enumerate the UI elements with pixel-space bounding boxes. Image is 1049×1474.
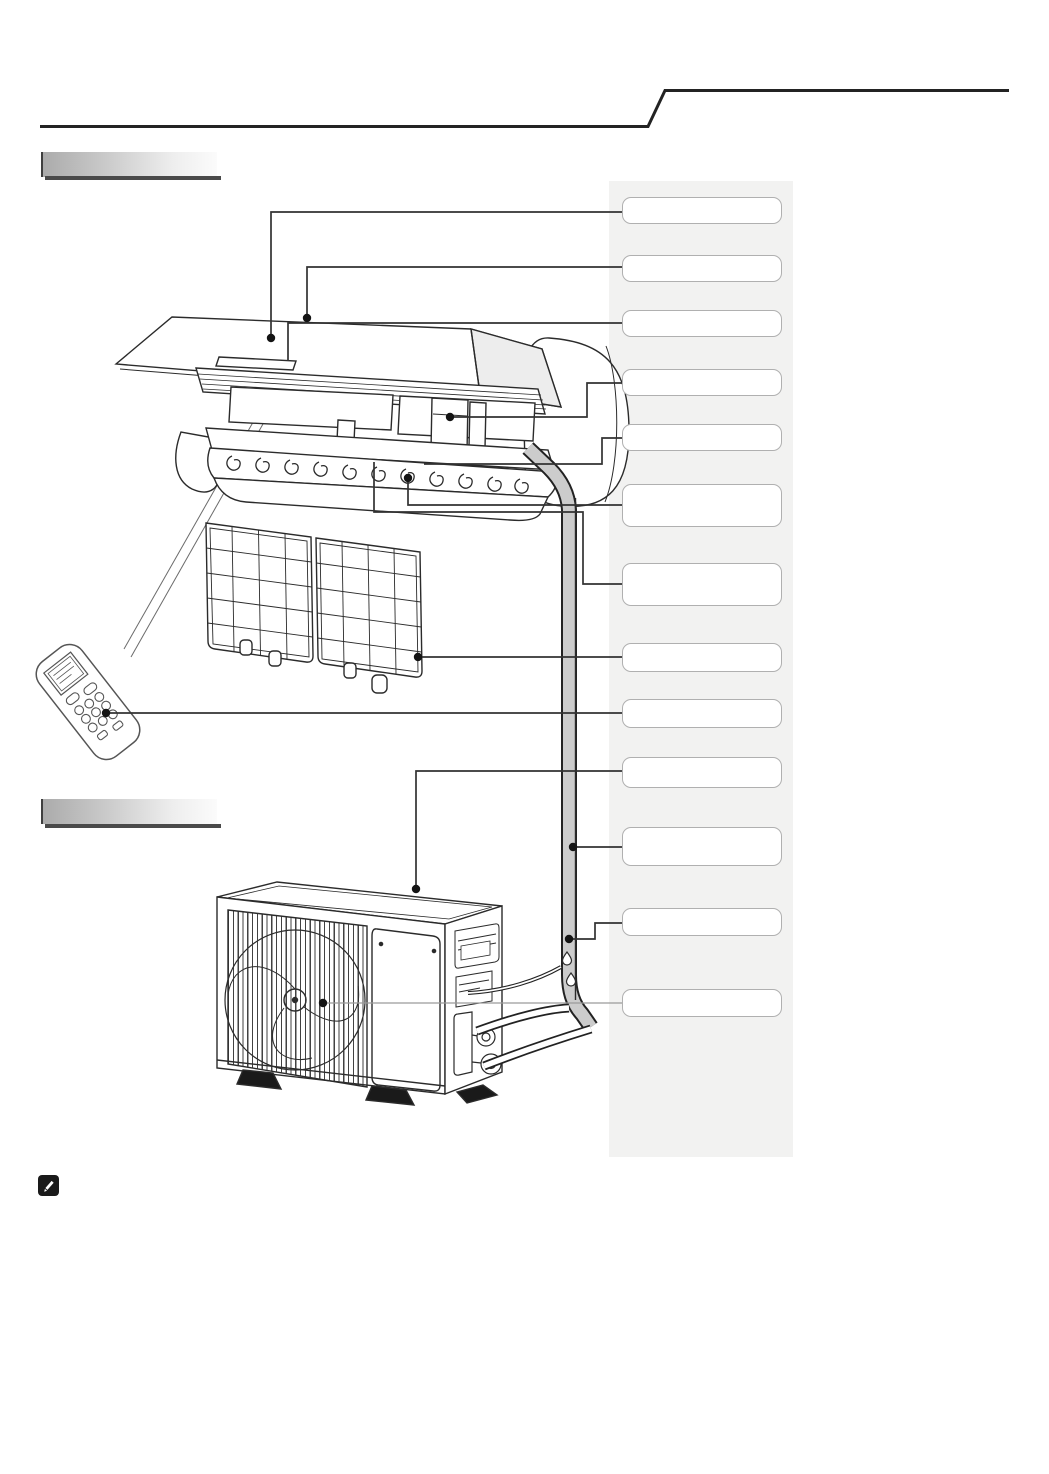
callout-label-box [622, 699, 782, 728]
callout-label-box [622, 424, 782, 451]
callout-label-box [622, 197, 782, 224]
callout-label-box [622, 484, 782, 527]
callout-label-box [622, 827, 782, 866]
pencil-note-icon [38, 1175, 59, 1196]
callout-label-box [622, 255, 782, 282]
callout-label-box [622, 757, 782, 788]
callout-label-box [622, 643, 782, 672]
callout-label-box [622, 989, 782, 1017]
callout-label-box [622, 369, 782, 396]
callout-label-box [622, 310, 782, 337]
callout-label-box [622, 908, 782, 936]
callout-label-box [622, 563, 782, 606]
